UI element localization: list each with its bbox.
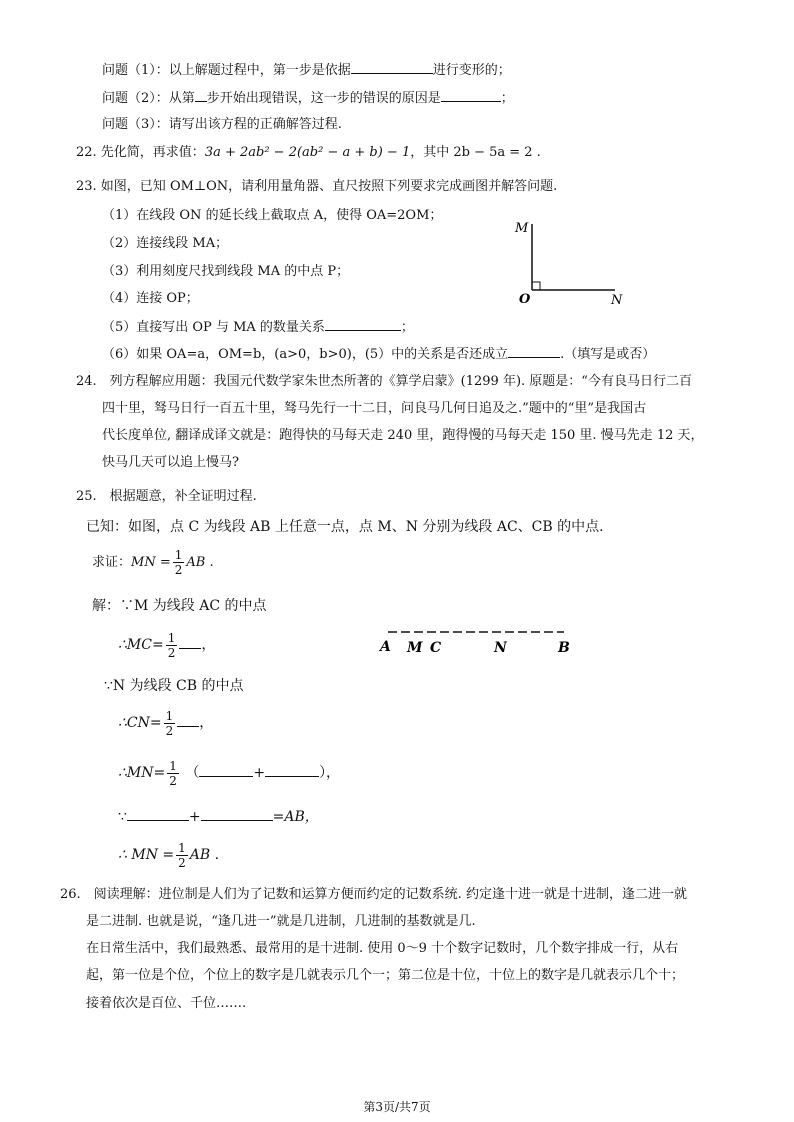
q25-given: 已知：如图，点 C 为线段 AB 上任意一点，点 M、N 分别为线段 AC、CB 的中点. [86,519,604,535]
question-23-intro: 23. 如图，已知 OM⊥ON，请利用量角器、直尺按照下列要求完成画图并解答问题. [76,179,558,194]
answer-blank[interactable] [351,59,433,74]
q23-step-4: （4）连接 OP； [102,291,199,306]
prev-question-2: 问题（2）：从第 步开始出现错误，这一步的错误的原因是 ； [102,87,514,109]
question-26-line-3: 在日常生活中，我们最熟悉、最常用的是十进制. 使用 0～9 十个数字记数时，几个数字排成一行，从右 [86,941,679,956]
answer-blank[interactable] [177,712,199,727]
answer-blank[interactable] [199,762,253,777]
q25-since-line: ∵ + =AB， [118,806,319,827]
label-n: N [611,293,623,308]
prev-question-1: 问题（1）：以上解题过程中，第一步是依据 进行变形的； [102,59,511,81]
q25-conclusion: ∴ MN = $\frac{1}{2}$ AB . [118,840,220,870]
q25-because-n: ∵N 为线段 CB 的中点 [104,678,244,694]
question-24-line-3: 代长度单位, 翻译成译文就是：跑得快的马每天走 240 里，跑得慢的马每天走 150 里. 慢马先走 12 天， [102,428,704,443]
right-angle-mark [532,282,540,290]
prev-question-3: 问题（3）：请写出该方程的正确解答过程. [102,117,342,132]
q25-mn-line: ∴MN= $\frac{1}{2}$ （ + ）， [118,758,341,788]
label-n: N [494,640,507,656]
expression: 3a + 2ab² − 2(ab² − a + b) − 1 [204,145,411,160]
label-m: M [407,640,423,656]
question-24-line-1: 24. 列方程解应用题：我国元代数学家朱世杰所著的《算学启蒙》(1299 年). 原题是：“今有良马日行二百 [76,374,692,389]
answer-blank[interactable] [508,343,560,358]
question-25-intro: 25. 根据题意，补全证明过程. [76,489,257,504]
q25-prove: 求证：MN = $\frac{1}{2}$ AB . [92,548,214,577]
question-26-line-4: 起，第一位是个位，个位上的数字是几就表示几个一；第二位是十位，十位上的数字是几就表示几个十； [86,968,685,983]
fraction-half: $\frac{1}{2}$ [167,630,176,660]
label-m: M [515,221,529,236]
question-26-line-5: 接着依次是百位、千位……. [86,996,247,1011]
fraction-half: $\frac{1}{2}$ [174,548,183,577]
question-24-line-2: 四十里，驽马日行一百五十里，驽马先行一十二日，问良马几何日追及之.”题中的“里”是我国古 [102,401,647,416]
right-angle-figure [505,210,635,310]
answer-blank[interactable] [265,762,319,777]
q23-step-1: （1）在线段 ON 的延长线上截取点 A，使得 OA=2OM； [102,208,443,223]
question-22: 22. 先化简，再求值：3a + 2ab² − 2(ab² − a + b) − 1，其中 2b − 5a = 2 . [76,145,541,160]
answer-blank[interactable] [201,806,273,821]
answer-blank[interactable] [179,634,201,649]
fraction-half: $\frac{1}{2}$ [178,840,186,870]
q23-step-3: （3）利用刻度尺找到线段 MA 的中点 P； [102,264,350,279]
answer-blank[interactable] [127,806,189,821]
question-26-line-1: 26. 阅读理解：进位制是人们为了记数和运算方便而约定的记数系统. 约定逢十进一就是十进制，逢二进一就 [60,887,687,902]
question-26-line-2: 是二进制. 也就是说，“逢几进一”就是几进制，几进制的基数就是几. [86,914,476,929]
q25-cn-line: ∴CN= $\frac{1}{2}$ ， [118,708,214,738]
fraction-half: $\frac{1}{2}$ [169,758,177,788]
page-footer: 第3页/共7页 [363,1100,431,1114]
label-o: O [519,292,531,307]
label-c: C [430,640,442,656]
answer-blank[interactable] [195,87,207,102]
question-24-line-4: 快马几天可以追上慢马? [102,455,239,470]
label-a: A [380,639,391,655]
answer-blank[interactable] [441,87,501,102]
q25-mc-line: ∴MC= $\frac{1}{2}$ ， [118,630,216,660]
q23-step-2: （2）连接线段 MA； [102,236,229,251]
q25-solution-start: 解：∵M 为线段 AC 的中点 [92,598,267,614]
answer-blank[interactable] [325,316,401,331]
label-b: B [558,640,570,656]
segment-figure [378,624,578,660]
fraction-half: $\frac{1}{2}$ [165,708,174,738]
q23-step-6: （6）如果 OA=a，OM=b，(a>0，b>0)，(5）中的关系是否还成立 .（填写是或否） [102,343,655,365]
q23-step-5: （5）直接写出 OP 与 MA 的数量关系 ； [102,316,414,338]
